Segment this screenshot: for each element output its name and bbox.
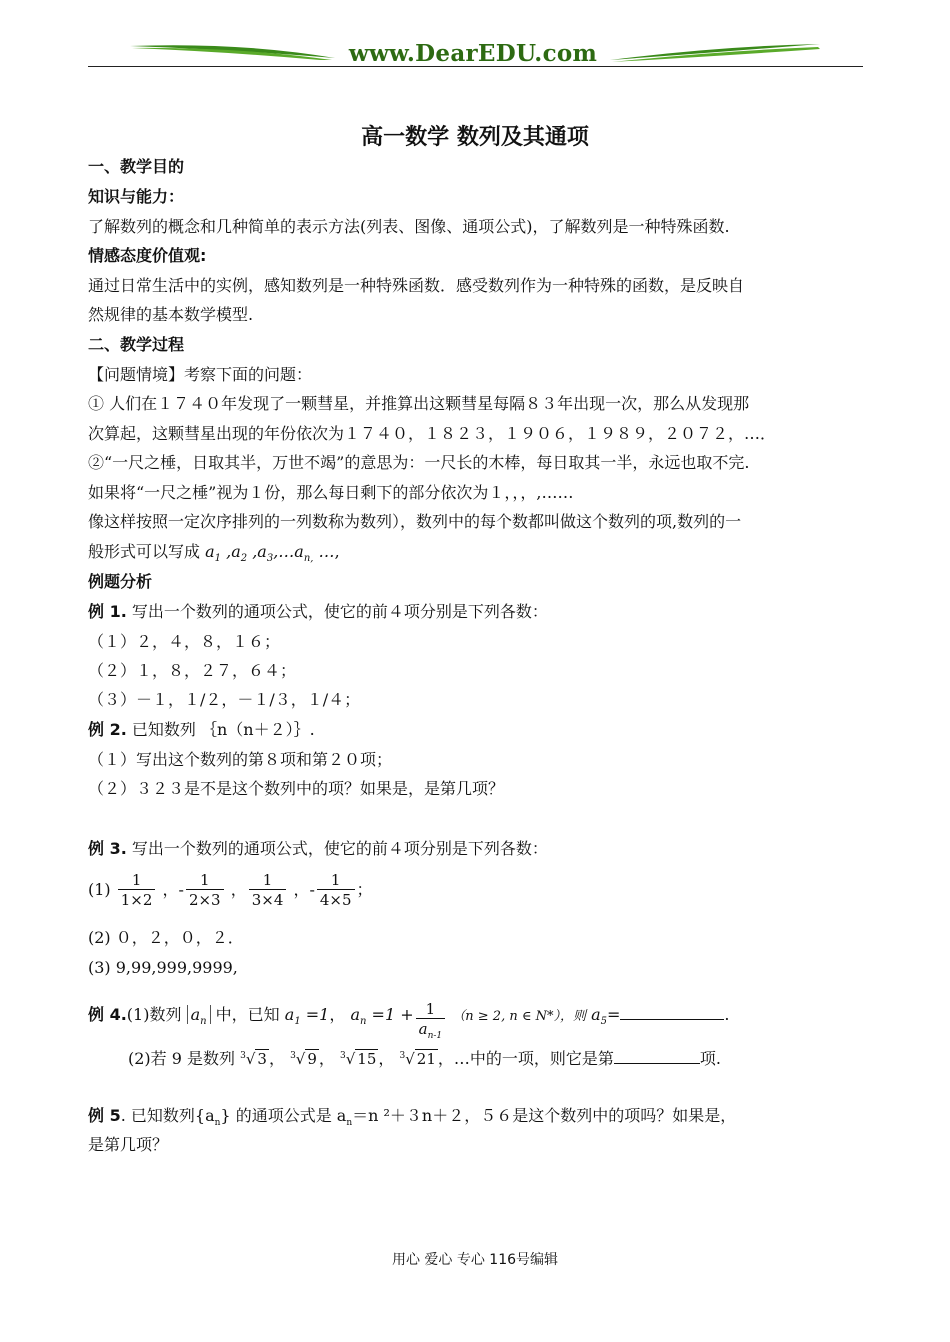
example3-part1-label: (1) [88, 880, 111, 899]
fraction-4-sign: ，- [293, 880, 315, 899]
recurrence-formula: $a_n =1$ + [350, 1005, 414, 1028]
fraction-1 [118, 871, 156, 910]
example2-prompt [88, 720, 315, 740]
example4-part1-f: . [724, 1005, 730, 1024]
recurrence-fraction-denominator: $a_{n-1}$ [416, 1018, 446, 1046]
section1-text2b: 然规律的基本数学模型. [88, 305, 254, 324]
fraction-4-denominator: 4×5 [317, 889, 355, 910]
recurrence-fraction [416, 1000, 446, 1046]
example1-label: 例 1. [88, 602, 127, 621]
fraction-3-denominator: 3×4 [249, 889, 287, 910]
fraction-4-numerator: 1 [330, 871, 341, 889]
example5-text-b: } 的通项公式是 a [220, 1106, 347, 1125]
example2-item1: （１）写出这个数列的第８项和第２０项； [88, 750, 393, 769]
example4-part2: (2)若 9 是数列 $^3$√ 3 ， $^3$√ 9 ， $^3$√ 15 ， $^3$√ 21 ，…中的一项，则它是第 项. [128, 1046, 721, 1069]
fraction-2 [186, 871, 224, 910]
example2-label: 例 2. [88, 720, 127, 739]
section1-text1: 了解数列的概念和几种简单的表示方法(列表、图像、通项公式)，了解数列是一种特殊函数. [88, 217, 730, 236]
example1-item2: （２）１，８，２７，６４； [88, 661, 297, 680]
section1-sub1: 知识与能力： [88, 187, 185, 206]
problem-situation: 【问题情境】考察下面的问题： [88, 365, 313, 384]
a1-equals-1-formula: $a_1 =1$ [284, 1005, 330, 1028]
example4-part1-a: (1)数列 [126, 1005, 182, 1024]
section1-heading: 一、教学目的 [88, 157, 185, 176]
example4-part1-e: = [606, 1005, 621, 1024]
fraction-3 [249, 871, 287, 910]
definition-suffix: , [334, 542, 340, 561]
example5-label: 例 5 [88, 1106, 121, 1125]
cube-root-3-value: 3 [257, 1050, 267, 1068]
example3-text: 写出一个数列的通项公式，使它的前４项分别是下列各数： [131, 839, 548, 858]
example2-item2: （２）３２３是不是这个数列中的项？如果是，是第几项？ [88, 779, 505, 798]
example3-label: 例 3. [88, 839, 127, 858]
general-form-formula: $a_1$ $,a_2$ $,a_3,\dots a_{n,}$ … [205, 542, 335, 565]
a5-symbol: $a_5$ [591, 1005, 607, 1028]
cube-root-9-value: 9 [307, 1050, 317, 1068]
header-site-url[interactable]: www.DearEDU.com [348, 40, 598, 67]
cube-root-21-value: 21 [416, 1050, 436, 1068]
example3-prompt [88, 839, 548, 859]
definition-line2 [88, 542, 340, 569]
example3-part3: (3) 9,99,999,9999, [88, 958, 238, 977]
examples-heading: 例题分析 [88, 572, 153, 591]
example4-part1-b: 中，已知 [215, 1005, 280, 1024]
example4-part1-c: ， [329, 1005, 346, 1024]
example5-line2: 是第几项？ [88, 1135, 169, 1154]
example5-text-c: ＝n ²＋３n＋２，５６是这个数列中的项吗？如果是， [352, 1106, 737, 1125]
recurrence-condition: （n ≥ 2, n ∈ N*），则 [452, 1009, 586, 1024]
example5-text-a: . 已知数列{a [120, 1106, 215, 1125]
example1-item3: （３）－１，１/２，－１/３，１/４； [88, 690, 361, 709]
fraction-2-sign: ，- [162, 880, 184, 899]
example5-sub-n2: n [346, 1118, 353, 1129]
example3-part2: (2) ０，２，０，２． [88, 928, 244, 947]
fraction-3-sign: ， [230, 880, 247, 899]
example5-line1 [88, 1106, 736, 1133]
example4-part2-a: (2)若 9 是数列 [128, 1049, 236, 1068]
question2-line1: ②“一尺之棰，日取其半，万世不竭”的意思为：一尺长的木棒，每日取其一半，永远也取不完. [88, 453, 750, 472]
sequence-an-symbol: $a_n$ [187, 1005, 211, 1024]
cube-root-15-value: 15 [357, 1050, 377, 1068]
example4-part2-c: 项. [699, 1049, 721, 1068]
example4-part2-b: ，…中的一项，则它是第 [437, 1049, 614, 1068]
example1-text: 写出一个数列的通项公式，使它的前４项分别是下列各数： [131, 602, 548, 621]
question1-line1: ① 人们在１７４０年发现了一颗彗星，并推算出这颗彗星每隔８３年出现一次，那么从发现那 [88, 394, 750, 413]
example4-label: 例 4. [88, 1005, 127, 1024]
fraction-1-numerator: 1 [131, 871, 142, 889]
cube-root-3: $^3$√ 3 [240, 1050, 267, 1068]
section2-heading: 二、教学过程 [88, 335, 185, 354]
example4-part1 [88, 1000, 729, 1046]
section1-text2a: 通过日常生活中的实例，感知数列是一种特殊函数．感受数列作为一种特殊的函数，是反映自 [88, 276, 745, 295]
example3-part1 [88, 868, 373, 912]
answer-blank-a5[interactable] [620, 1003, 724, 1020]
page-footer: 用心 爱心 专心 116号编辑 [391, 1252, 559, 1268]
cube-root-9: $^3$√ 9 [290, 1050, 317, 1068]
header-divider [88, 66, 863, 67]
page-title: 高一数学 数列及其通项 [361, 125, 589, 150]
fraction-2-denominator: 2×3 [186, 889, 224, 910]
fraction-4 [317, 871, 355, 910]
question1-line2: 次算起，这颗彗星出现的年份依次为１７４０，１８２３，１９０６，１９８９，２０７２，…． [88, 424, 777, 443]
fraction-3-numerator: 1 [262, 871, 273, 889]
definition-line1: 像这样按照一定次序排列的一列数称为数列），数列中的每个数都叫做这个数列的项,数列的一 [88, 512, 742, 531]
answer-blank-term-index[interactable] [614, 1047, 700, 1064]
recurrence-fraction-numerator: 1 [425, 1000, 436, 1018]
example1-item1: （１）２，４，８，１６； [88, 632, 281, 651]
section1-sub2: 情感态度价值观: [88, 246, 207, 265]
example2-text: 已知数列 ｛n（n＋２）｝. [131, 720, 315, 739]
cube-root-15: $^3$√ 15 [340, 1050, 377, 1068]
example5-sub-n1: n [214, 1118, 221, 1129]
example3-part1-end: ； [356, 880, 373, 899]
fraction-1-denominator: 1×2 [118, 889, 156, 910]
question2-line2: 如果将“一尺之棰”视为１份，那么每日剩下的部分依次为１，，，,…… [88, 483, 574, 502]
fraction-2-numerator: 1 [199, 871, 210, 889]
definition-prefix: 般形式可以写成 [88, 542, 201, 561]
example1-prompt [88, 602, 548, 622]
cube-root-21: $^3$√ 21 [399, 1050, 436, 1068]
